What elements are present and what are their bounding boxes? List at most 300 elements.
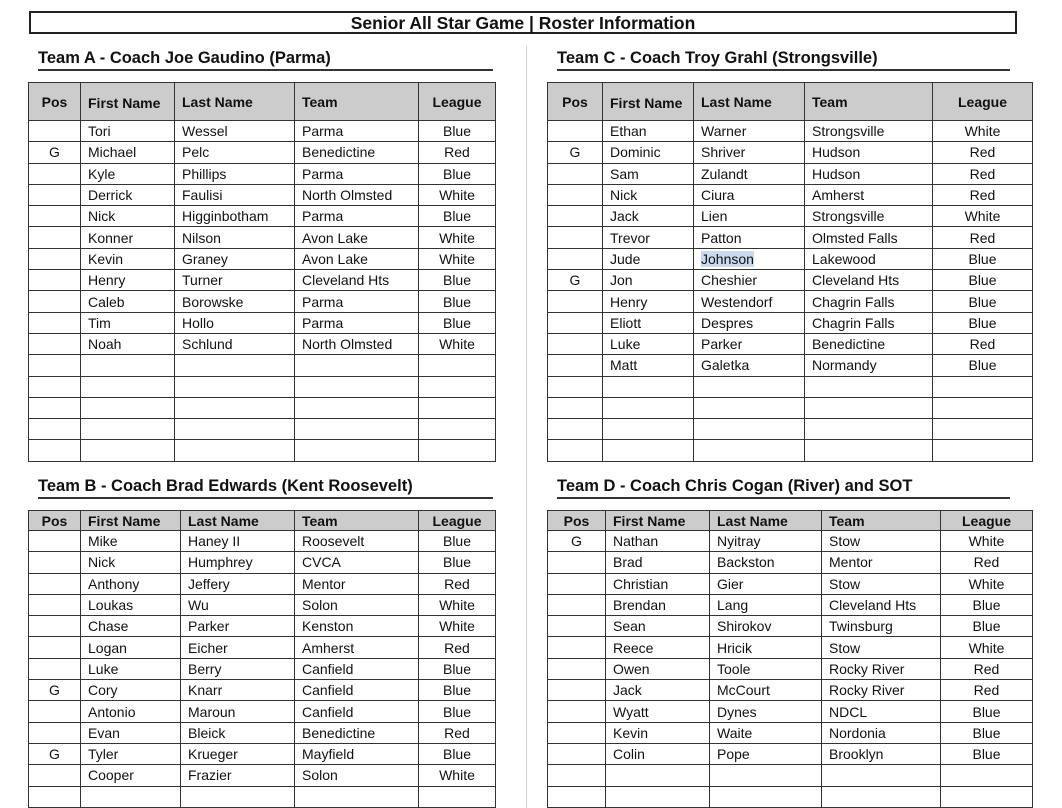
pos-cell xyxy=(548,419,603,440)
team-cell xyxy=(295,376,419,397)
team-c-heading: Team C - Coach Troy Grahl (Strongsville) xyxy=(557,49,878,67)
last-name-cell: Dynes xyxy=(710,701,822,722)
pos-cell xyxy=(29,312,81,333)
pos-cell xyxy=(29,637,81,658)
roster-row xyxy=(548,142,1033,163)
league-cell: Blue xyxy=(933,248,1033,269)
first-name-cell: Chase xyxy=(81,616,181,637)
pos-cell xyxy=(29,531,81,552)
first-name-cell: Wyatt xyxy=(606,701,710,722)
roster-row xyxy=(548,658,1033,679)
team-cell xyxy=(822,765,941,786)
league-cell: Blue xyxy=(419,680,496,701)
roster-row xyxy=(29,291,496,312)
first-name-cell: Nick xyxy=(81,552,181,573)
first-name-cell: Christian xyxy=(606,573,710,594)
roster-row xyxy=(29,637,496,658)
roster-row xyxy=(29,765,496,786)
col-pos-header: Pos xyxy=(548,511,606,531)
last-name-cell: Turner xyxy=(175,270,295,291)
last-name-cell: Warner xyxy=(694,121,805,142)
pos-cell xyxy=(29,786,81,807)
league-cell: White xyxy=(419,616,496,637)
team-b-heading: Team B - Coach Brad Edwards (Kent Roosevelt) xyxy=(38,477,413,495)
league-cell: White xyxy=(419,594,496,615)
league-cell: Red xyxy=(933,227,1033,248)
roster-row xyxy=(29,722,496,743)
last-name-cell: Pope xyxy=(710,743,822,764)
team-a-table xyxy=(28,82,496,462)
team-cell: Strongsville xyxy=(805,206,933,227)
column-divider xyxy=(526,46,527,808)
first-name-cell: Jude xyxy=(603,248,694,269)
first-name-cell xyxy=(606,786,710,807)
first-name-cell: Evan xyxy=(81,722,181,743)
league-cell: Red xyxy=(933,184,1033,205)
team-d-table xyxy=(547,510,1033,808)
pos-cell xyxy=(548,227,603,248)
pos-cell: G xyxy=(548,270,603,291)
pos-cell xyxy=(548,397,603,418)
first-name-cell: Konner xyxy=(81,227,175,248)
last-name-cell xyxy=(175,440,295,461)
league-cell: White xyxy=(419,765,496,786)
team-cell: Nordonia xyxy=(822,722,941,743)
col-last-name-header: Last Name xyxy=(181,511,295,531)
team-cell: Cleveland Hts xyxy=(295,270,419,291)
roster-row xyxy=(548,333,1033,354)
first-name-cell xyxy=(81,440,175,461)
col-pos-header: Pos xyxy=(29,83,81,121)
league-cell: White xyxy=(419,333,496,354)
pos-cell xyxy=(548,594,606,615)
roster-row xyxy=(548,552,1033,573)
roster-row xyxy=(29,594,496,615)
league-cell: White xyxy=(933,206,1033,227)
last-name-cell: Higginbotham xyxy=(175,206,295,227)
last-name-cell: Backston xyxy=(710,552,822,573)
league-cell: White xyxy=(941,637,1033,658)
league-cell: White xyxy=(933,121,1033,142)
league-cell: White xyxy=(941,573,1033,594)
team-cell: Twinsburg xyxy=(822,616,941,637)
pos-cell xyxy=(548,616,606,637)
league-cell xyxy=(933,376,1033,397)
first-name-cell xyxy=(606,765,710,786)
pos-cell: G xyxy=(29,680,81,701)
league-cell: Blue xyxy=(419,206,496,227)
first-name-cell: Reece xyxy=(606,637,710,658)
roster-row xyxy=(29,440,496,461)
last-name-cell: Krueger xyxy=(181,743,295,764)
first-name-cell: Tyler xyxy=(81,743,181,764)
roster-row xyxy=(29,121,496,142)
col-league-header: League xyxy=(941,511,1033,531)
roster-row xyxy=(548,355,1033,376)
team-cell: Cleveland Hts xyxy=(805,270,933,291)
first-name-cell: Colin xyxy=(606,743,710,764)
pos-cell xyxy=(548,163,603,184)
roster-row xyxy=(548,701,1033,722)
pos-cell xyxy=(29,355,81,376)
league-cell: Red xyxy=(933,333,1033,354)
league-cell xyxy=(419,355,496,376)
roster-row xyxy=(548,616,1033,637)
roster-row xyxy=(29,270,496,291)
first-name-cell: Jon xyxy=(603,270,694,291)
team-cell: Benedictine xyxy=(295,142,419,163)
roster-row xyxy=(29,786,496,807)
roster-row xyxy=(548,291,1033,312)
first-name-cell: Nick xyxy=(81,206,175,227)
pos-cell xyxy=(29,594,81,615)
last-name-cell xyxy=(694,440,805,461)
league-cell xyxy=(933,440,1033,461)
page-title: Senior All Star Game | Roster Information xyxy=(29,11,1017,34)
league-cell: Red xyxy=(941,658,1033,679)
league-cell xyxy=(419,397,496,418)
roster-row xyxy=(29,163,496,184)
first-name-cell: Ethan xyxy=(603,121,694,142)
first-name-cell: Eliott xyxy=(603,312,694,333)
league-cell xyxy=(933,419,1033,440)
league-cell: White xyxy=(419,227,496,248)
last-name-cell: McCourt xyxy=(710,680,822,701)
first-name-cell: Matt xyxy=(603,355,694,376)
team-c-underline xyxy=(557,69,1010,71)
league-cell: Blue xyxy=(419,552,496,573)
roster-row xyxy=(548,786,1033,807)
last-name-cell: Lang xyxy=(710,594,822,615)
team-a-underline xyxy=(38,69,493,71)
pos-cell xyxy=(29,376,81,397)
team-cell xyxy=(295,397,419,418)
league-cell: White xyxy=(941,531,1033,552)
pos-cell xyxy=(548,573,606,594)
team-cell xyxy=(295,355,419,376)
first-name-cell: Sean xyxy=(606,616,710,637)
first-name-cell: Dominic xyxy=(603,142,694,163)
team-cell: Benedictine xyxy=(295,722,419,743)
team-cell xyxy=(295,786,419,807)
last-name-cell xyxy=(694,376,805,397)
last-name-cell xyxy=(694,419,805,440)
roster-row xyxy=(548,270,1033,291)
first-name-cell xyxy=(603,397,694,418)
last-name-cell: Borowske xyxy=(175,291,295,312)
last-name-cell: Cheshier xyxy=(694,270,805,291)
col-league-header: League xyxy=(419,83,496,121)
roster-row xyxy=(29,531,496,552)
last-name-cell: Wessel xyxy=(175,121,295,142)
col-first-name-header: First Name xyxy=(606,511,710,531)
first-name-cell xyxy=(603,376,694,397)
league-cell: White xyxy=(419,248,496,269)
league-cell: Blue xyxy=(941,616,1033,637)
col-team-header: Team xyxy=(295,511,419,531)
roster-row xyxy=(29,312,496,333)
last-name-cell: Zulandt xyxy=(694,163,805,184)
roster-row xyxy=(29,552,496,573)
last-name-cell: Wu xyxy=(181,594,295,615)
roster-row xyxy=(548,680,1033,701)
first-name-cell xyxy=(81,786,181,807)
first-name-cell: Logan xyxy=(81,637,181,658)
first-name-cell: Cory xyxy=(81,680,181,701)
team-cell xyxy=(805,419,933,440)
pos-cell xyxy=(548,184,603,205)
league-cell: Red xyxy=(941,680,1033,701)
team-cell xyxy=(805,376,933,397)
team-cell: Solon xyxy=(295,594,419,615)
col-team-header: Team xyxy=(295,83,419,121)
team-cell: North Olmsted xyxy=(295,333,419,354)
team-cell: Avon Lake xyxy=(295,248,419,269)
first-name-cell: Antonio xyxy=(81,701,181,722)
first-name-cell: Michael xyxy=(81,142,175,163)
team-cell: Stow xyxy=(822,637,941,658)
roster-row xyxy=(548,312,1033,333)
roster-row xyxy=(548,722,1033,743)
roster-row xyxy=(548,531,1033,552)
roster-row xyxy=(548,248,1033,269)
league-cell: Blue xyxy=(419,270,496,291)
roster-row xyxy=(29,573,496,594)
first-name-cell: Mike xyxy=(81,531,181,552)
team-cell: Canfield xyxy=(295,701,419,722)
league-cell: Blue xyxy=(933,270,1033,291)
roster-row xyxy=(548,121,1033,142)
pos-cell xyxy=(29,616,81,637)
team-cell: Avon Lake xyxy=(295,227,419,248)
roster-row xyxy=(548,594,1033,615)
team-cell: Rocky River xyxy=(822,680,941,701)
last-name-cell: Parker xyxy=(181,616,295,637)
roster-row xyxy=(29,227,496,248)
first-name-cell: Kyle xyxy=(81,163,175,184)
team-cell: Lakewood xyxy=(805,248,933,269)
team-cell: Olmsted Falls xyxy=(805,227,933,248)
league-cell: Blue xyxy=(419,312,496,333)
league-cell: White xyxy=(419,184,496,205)
pos-cell xyxy=(548,552,606,573)
first-name-cell: Tim xyxy=(81,312,175,333)
pos-cell xyxy=(548,248,603,269)
first-name-cell xyxy=(603,440,694,461)
first-name-cell: Nick xyxy=(603,184,694,205)
first-name-cell: Owen xyxy=(606,658,710,679)
team-cell: Parma xyxy=(295,121,419,142)
pos-cell xyxy=(29,206,81,227)
roster-row xyxy=(29,701,496,722)
last-name-cell: Parker xyxy=(694,333,805,354)
first-name-cell: Jack xyxy=(606,680,710,701)
pos-cell xyxy=(29,270,81,291)
league-cell: Red xyxy=(933,163,1033,184)
last-name-cell xyxy=(175,355,295,376)
pos-cell xyxy=(548,376,603,397)
pos-cell xyxy=(548,722,606,743)
last-name-cell: Gier xyxy=(710,573,822,594)
first-name-cell: Jack xyxy=(603,206,694,227)
first-name-cell: Caleb xyxy=(81,291,175,312)
team-cell: Kenston xyxy=(295,616,419,637)
last-name-cell: Nyitray xyxy=(710,531,822,552)
last-name-cell: Ciura xyxy=(694,184,805,205)
col-first-name-header: First Name xyxy=(603,83,694,121)
first-name-cell: Derrick xyxy=(81,184,175,205)
last-name-cell xyxy=(694,397,805,418)
last-name-cell xyxy=(181,786,295,807)
first-name-cell: Luke xyxy=(81,658,181,679)
league-cell: Blue xyxy=(419,658,496,679)
pos-cell xyxy=(548,680,606,701)
last-name-cell: Toole xyxy=(710,658,822,679)
roster-row xyxy=(29,743,496,764)
pos-cell xyxy=(29,701,81,722)
team-cell: Hudson xyxy=(805,142,933,163)
team-cell xyxy=(805,397,933,418)
team-cell: Stow xyxy=(822,531,941,552)
pos-cell xyxy=(548,701,606,722)
first-name-cell: Noah xyxy=(81,333,175,354)
team-cell: Brooklyn xyxy=(822,743,941,764)
roster-row xyxy=(29,355,496,376)
roster-row xyxy=(548,376,1033,397)
pos-cell xyxy=(29,658,81,679)
team-cell: Roosevelt xyxy=(295,531,419,552)
roster-row xyxy=(548,765,1033,786)
pos-cell xyxy=(548,312,603,333)
team-cell: Solon xyxy=(295,765,419,786)
roster-row xyxy=(29,333,496,354)
team-cell: Parma xyxy=(295,206,419,227)
team-b-table xyxy=(28,510,496,808)
team-cell xyxy=(805,440,933,461)
roster-row xyxy=(548,184,1033,205)
pos-cell xyxy=(29,184,81,205)
col-last-name-header: Last Name xyxy=(710,511,822,531)
pos-cell xyxy=(29,440,81,461)
last-name-cell: Shirokov xyxy=(710,616,822,637)
league-cell xyxy=(419,376,496,397)
league-cell: Red xyxy=(419,573,496,594)
col-first-name-header: First Name xyxy=(81,511,181,531)
pos-cell xyxy=(548,637,606,658)
league-cell: Blue xyxy=(419,121,496,142)
last-name-cell: Schlund xyxy=(175,333,295,354)
team-cell: Hudson xyxy=(805,163,933,184)
first-name-cell xyxy=(81,355,175,376)
pos-cell xyxy=(29,419,81,440)
team-cell: Benedictine xyxy=(805,333,933,354)
team-cell: NDCL xyxy=(822,701,941,722)
last-name-cell: Haney II xyxy=(181,531,295,552)
pos-cell xyxy=(29,397,81,418)
pos-cell: G xyxy=(29,743,81,764)
roster-row xyxy=(548,397,1033,418)
last-name-cell: Eicher xyxy=(181,637,295,658)
league-cell: Blue xyxy=(419,701,496,722)
pos-cell: G xyxy=(548,142,603,163)
roster-row xyxy=(548,637,1033,658)
team-cell: Parma xyxy=(295,291,419,312)
league-cell: Red xyxy=(941,552,1033,573)
league-cell xyxy=(419,419,496,440)
pos-cell xyxy=(29,573,81,594)
team-b-underline xyxy=(38,497,493,499)
last-name-cell xyxy=(175,397,295,418)
league-cell: Blue xyxy=(941,743,1033,764)
team-a-heading: Team A - Coach Joe Gaudino (Parma) xyxy=(38,49,331,67)
pos-cell xyxy=(548,206,603,227)
team-cell: Canfield xyxy=(295,658,419,679)
first-name-cell: Tori xyxy=(81,121,175,142)
first-name-cell: Brendan xyxy=(606,594,710,615)
col-pos-header: Pos xyxy=(548,83,603,121)
roster-row xyxy=(548,206,1033,227)
roster-row xyxy=(548,163,1033,184)
team-cell: Normandy xyxy=(805,355,933,376)
col-pos-header: Pos xyxy=(29,511,81,531)
first-name-cell xyxy=(81,419,175,440)
first-name-cell: Sam xyxy=(603,163,694,184)
league-cell xyxy=(941,765,1033,786)
pos-cell xyxy=(548,121,603,142)
pos-cell: G xyxy=(548,531,606,552)
team-cell: Chagrin Falls xyxy=(805,291,933,312)
last-name-cell xyxy=(710,765,822,786)
league-cell: Blue xyxy=(419,531,496,552)
last-name-cell: Maroun xyxy=(181,701,295,722)
last-name-cell xyxy=(175,376,295,397)
roster-row xyxy=(29,142,496,163)
pos-cell xyxy=(29,765,81,786)
first-name-cell: Loukas xyxy=(81,594,181,615)
team-cell xyxy=(295,419,419,440)
league-cell: Red xyxy=(933,142,1033,163)
pos-cell xyxy=(29,227,81,248)
last-name-cell: Frazier xyxy=(181,765,295,786)
pos-cell xyxy=(29,333,81,354)
col-league-header: League xyxy=(419,511,496,531)
team-cell: Chagrin Falls xyxy=(805,312,933,333)
league-cell xyxy=(419,786,496,807)
roster-row xyxy=(29,658,496,679)
team-cell: CVCA xyxy=(295,552,419,573)
league-cell xyxy=(941,786,1033,807)
pos-cell xyxy=(548,743,606,764)
last-name-cell xyxy=(175,419,295,440)
pos-cell xyxy=(29,163,81,184)
pos-cell xyxy=(548,291,603,312)
roster-row xyxy=(548,227,1033,248)
team-c-table xyxy=(547,82,1033,462)
league-cell: Blue xyxy=(941,722,1033,743)
team-cell: Rocky River xyxy=(822,658,941,679)
last-name-cell: Humphrey xyxy=(181,552,295,573)
last-name-cell: Pelc xyxy=(175,142,295,163)
league-cell: Blue xyxy=(419,743,496,764)
team-cell: Cleveland Hts xyxy=(822,594,941,615)
first-name-cell xyxy=(81,376,175,397)
roster-row xyxy=(548,743,1033,764)
pos-cell xyxy=(29,248,81,269)
pos-cell xyxy=(29,291,81,312)
team-cell: Mentor xyxy=(295,573,419,594)
last-name-cell: Bleick xyxy=(181,722,295,743)
pos-cell: G xyxy=(29,142,81,163)
